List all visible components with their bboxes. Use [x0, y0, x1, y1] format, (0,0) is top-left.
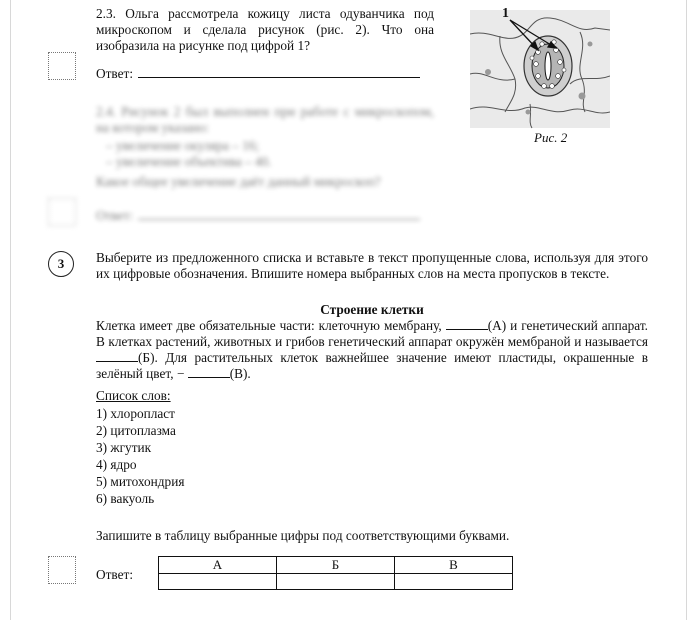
word-list-item: 1) хлоропласт: [96, 406, 175, 421]
answer-box-2-3[interactable]: [48, 52, 76, 80]
answer-table-input-row: [159, 574, 513, 590]
answer-cell-v[interactable]: [394, 574, 512, 590]
text-title: Строение клетки: [320, 302, 424, 317]
paragraph-part-2: (А) и генетический аппарат. В клетках растений, животных и грибов генетический аппарат окружён мембраной и называется: [96, 318, 648, 349]
leaf-epidermis-figure: [470, 4, 610, 130]
question-2-4-question: Какое общее увеличение даёт данный микроскоп?: [96, 174, 381, 189]
answer-table-header-row: [159, 557, 513, 574]
page-border-left: [10, 0, 11, 620]
word-list-item: 5) митохондрия: [96, 474, 185, 489]
word-list-title: Список слов:: [96, 388, 171, 403]
answer-box-2-4[interactable]: [48, 198, 76, 226]
answer-blank-2-3[interactable]: [138, 77, 420, 78]
figure-label-1: 1: [502, 6, 509, 21]
task-number-badge: 3: [48, 251, 74, 277]
page-border-right: [686, 0, 687, 620]
answer-label-3: Ответ:: [96, 567, 134, 582]
cell-text-paragraph: [96, 318, 648, 382]
figure-caption: Рис. 2: [534, 130, 568, 145]
paragraph-part-3: (Б). Для растительных клеток важнейшее значение имеют пластиды, окрашенные в зелёный цвет, −: [96, 350, 648, 381]
blank-b[interactable]: [96, 361, 138, 362]
question-2-3-text: 2.3. Ольга рассмотрела кожицу листа одуванчика под микроскопом и сделала рисунок (рис. 2). Что она изобразила на рисунке под цифрой 1?: [96, 6, 434, 53]
column-header-v: В: [394, 557, 512, 574]
answer-label-2-4: Ответ:: [96, 208, 134, 223]
column-header-a: А: [159, 557, 277, 574]
answer-line-2-4: [96, 208, 426, 224]
word-list: [96, 405, 184, 507]
table-instruction: Запишите в таблицу выбранные цифры под соответствующими буквами.: [96, 528, 510, 543]
answer-blank-2-4[interactable]: [138, 219, 420, 220]
word-list-item: 2) цитоплазма: [96, 423, 176, 438]
column-header-b: Б: [277, 557, 395, 574]
word-list-item: 4) ядро: [96, 457, 137, 472]
blank-v[interactable]: [188, 377, 230, 378]
answer-line-2-3: [96, 66, 426, 82]
answer-cell-b[interactable]: [277, 574, 395, 590]
question-2-4-item-2: – увеличение объектива – 40.: [106, 154, 272, 169]
task-3-instruction: Выберите из предложенного списка и вставьте в текст пропущенные слова, используя для этого их цифровые обозначения. Впишите номера выбранных слов на места пропусков в тексте.: [96, 250, 648, 281]
paragraph-part-4: (В).: [229, 366, 251, 381]
word-list-item: 6) вакуоль: [96, 491, 155, 506]
question-2-4-text: 2.4. Рисунок 2 был выполнен при работе с микроскопом, на котором указано:: [96, 104, 434, 135]
answer-label-2-3: Ответ:: [96, 66, 134, 81]
question-2-4-item-1: – увеличение окуляра – 16;: [106, 138, 260, 153]
answer-cell-a[interactable]: [159, 574, 277, 590]
word-list-item: 3) жгутик: [96, 440, 152, 455]
paragraph-part-1: Клетка имеет две обязательные части: клеточную мембрану,: [96, 318, 446, 333]
blank-a[interactable]: [446, 329, 488, 330]
answer-box-3[interactable]: [48, 556, 76, 584]
answer-table: [158, 556, 513, 590]
